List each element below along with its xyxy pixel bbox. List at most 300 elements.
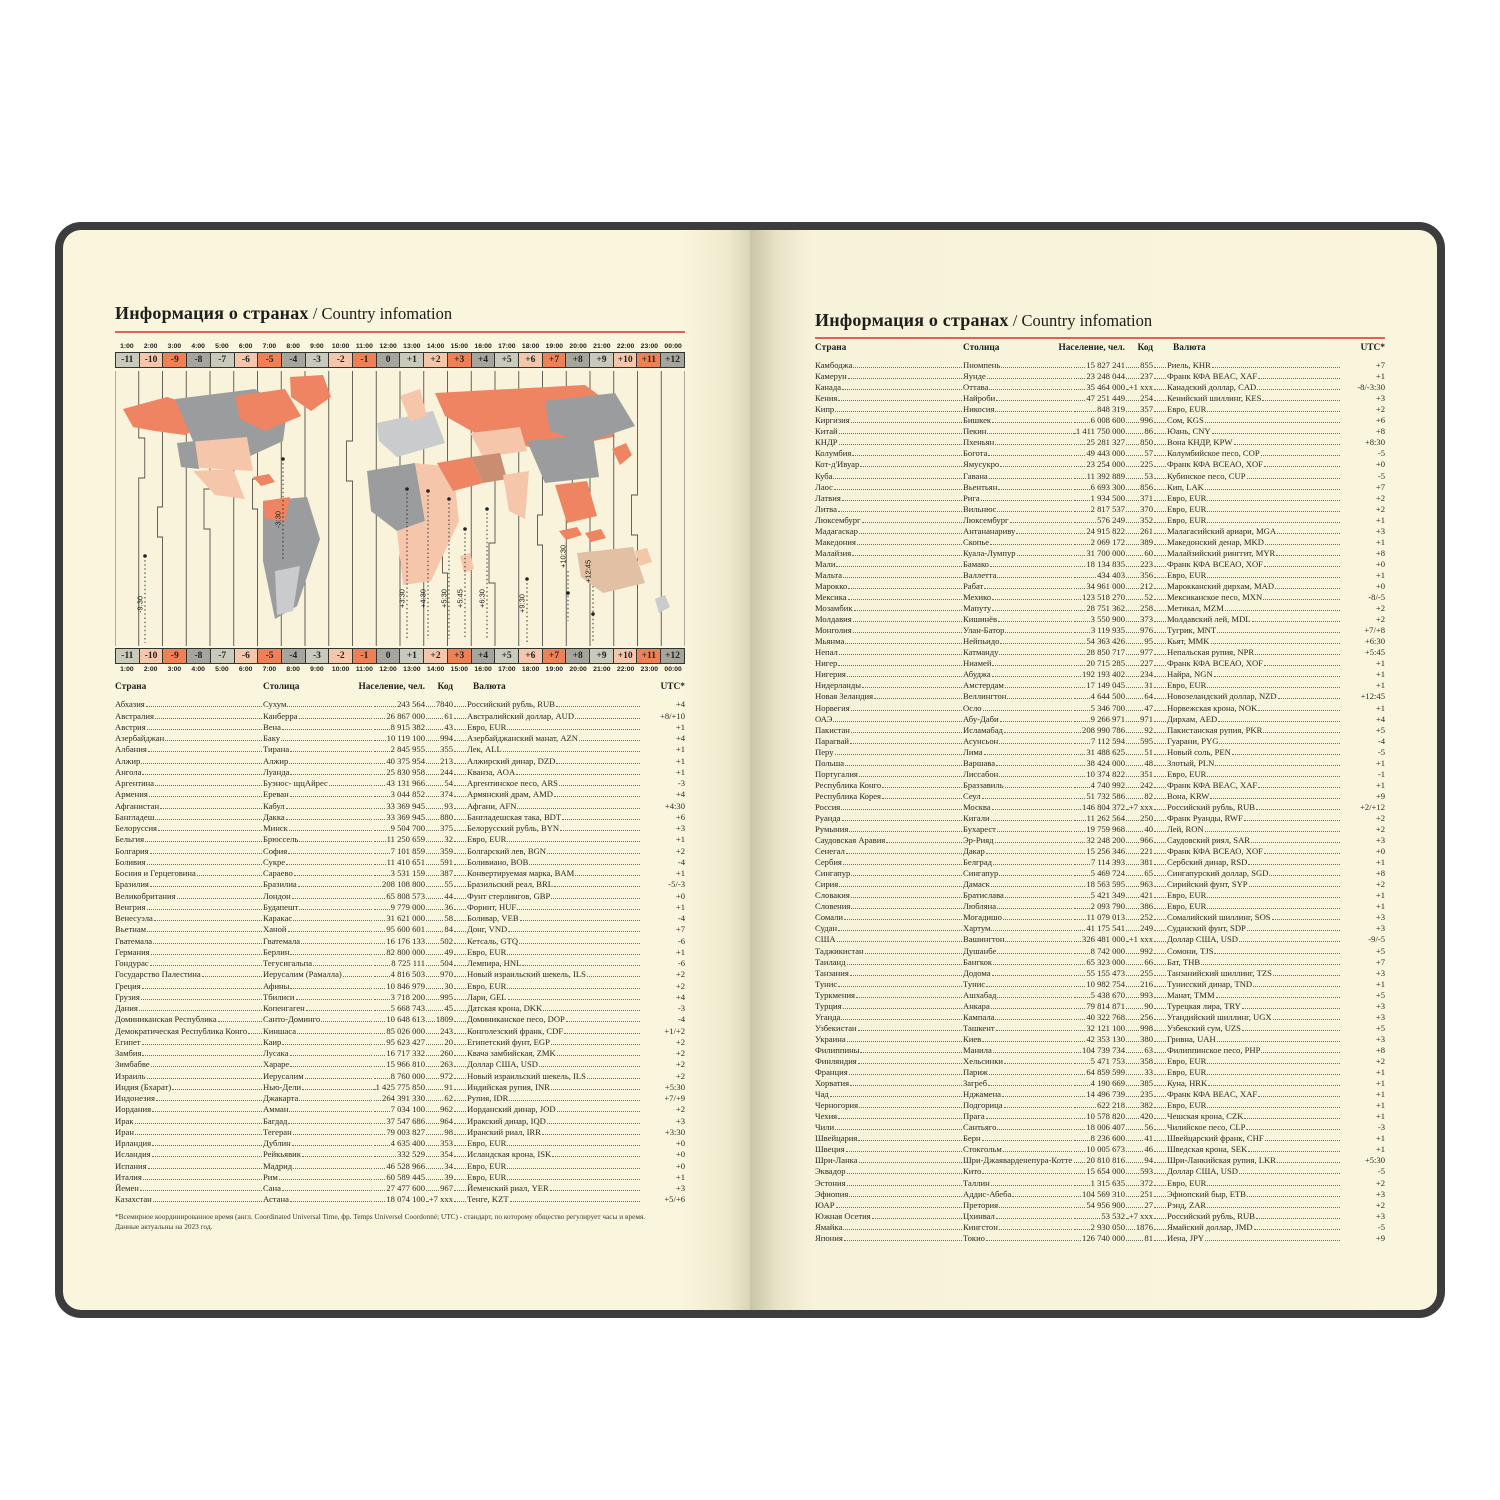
cell-currency	[1153, 979, 1341, 989]
timezone-hour-label: 18:00	[521, 666, 540, 673]
dot-leader	[997, 831, 1072, 832]
cell-currency	[1153, 725, 1341, 735]
cell-population	[1073, 625, 1125, 635]
cell-capital	[963, 1100, 1073, 1110]
phone-code: 382	[1140, 1100, 1153, 1111]
dot-leader	[999, 1207, 1072, 1208]
table-row	[815, 1110, 1385, 1121]
capital-name: Ямусукро	[963, 459, 1000, 470]
table-row	[815, 492, 1385, 503]
dot-leader	[1207, 897, 1340, 898]
population-value: 33 369 945	[386, 800, 425, 811]
population-value: 9 504 700	[390, 823, 425, 833]
dot-leader	[1126, 1118, 1139, 1119]
utc-offset: +6:30	[1364, 636, 1385, 647]
cell-currency	[1153, 691, 1341, 701]
cell-country	[815, 1144, 963, 1154]
table-row	[115, 1103, 685, 1114]
cell-population	[373, 1082, 425, 1092]
population-value: 10 005 673	[1086, 1144, 1125, 1155]
cell-code	[425, 1127, 453, 1137]
utc-offset: +3	[1375, 1000, 1385, 1011]
capital-name: Лима	[963, 746, 983, 757]
dot-leader	[858, 1063, 962, 1064]
cell-population	[1073, 1045, 1125, 1055]
cell-population	[373, 868, 425, 878]
cell-capital	[963, 747, 1073, 757]
cell-population	[1073, 371, 1125, 381]
cell-country	[815, 912, 963, 922]
dot-leader	[848, 588, 962, 589]
capital-name: Бишкек	[963, 415, 992, 426]
cell-capital	[263, 1037, 373, 1047]
utc-offset: +9	[1375, 1232, 1385, 1243]
capital-name: Мапуту	[963, 603, 992, 614]
dot-leader	[991, 820, 1072, 821]
dot-leader	[151, 954, 262, 955]
dot-leader	[1126, 1207, 1143, 1208]
cell-population	[1073, 393, 1125, 403]
phone-code: 57	[1144, 448, 1153, 459]
cell-country	[815, 581, 963, 591]
dot-leader	[1154, 466, 1166, 467]
dot-leader	[1276, 555, 1340, 556]
cell-population	[1073, 791, 1125, 801]
cell-country	[115, 1037, 263, 1047]
dot-leader	[1126, 975, 1139, 976]
currency-name: Белорусский рубль, BYN	[467, 823, 560, 833]
cell-currency	[453, 1026, 641, 1036]
dot-leader	[554, 886, 640, 887]
dot-leader	[293, 1134, 372, 1135]
dot-leader	[838, 986, 962, 987]
cell-country	[815, 1012, 963, 1022]
dot-leader	[989, 389, 1072, 390]
cell-currency	[1153, 393, 1341, 403]
country-name: Непал	[815, 647, 838, 658]
cell-capital	[963, 592, 1073, 602]
cell-code	[425, 789, 453, 799]
population-value: 60 589 445	[386, 1171, 425, 1182]
cell-capital	[263, 1161, 373, 1171]
callout-label: +12:45	[583, 559, 593, 583]
phone-code: 63	[1144, 1044, 1153, 1055]
country-name: Китай	[815, 426, 838, 437]
table-row	[815, 613, 1385, 624]
dot-leader	[507, 1145, 640, 1146]
cell-country	[815, 802, 963, 812]
dot-leader	[1005, 632, 1072, 633]
capital-name: Иерусалим (Рамалла)	[263, 969, 342, 980]
table-row	[115, 889, 685, 900]
dot-leader	[1256, 1218, 1340, 1219]
capital-name: Бухарест	[963, 824, 996, 835]
dot-leader	[374, 830, 390, 831]
capital-name: Дублин	[263, 1138, 291, 1148]
utc-offset: +3	[1375, 835, 1385, 846]
dot-leader	[142, 1055, 262, 1056]
cell-code	[425, 1138, 453, 1148]
dot-leader	[997, 511, 1072, 512]
dot-leader	[847, 964, 962, 965]
table-row	[815, 469, 1385, 480]
timezone-offset-cell: -3	[306, 352, 330, 368]
capital-name: Подгорица	[963, 1100, 1003, 1111]
dot-leader	[1154, 389, 1166, 390]
currency-name: Евро, EUR	[467, 1138, 507, 1148]
dot-leader	[874, 698, 962, 699]
cell-code	[1125, 1100, 1153, 1110]
cell-population	[1073, 426, 1125, 436]
table-row	[815, 911, 1385, 922]
capital-name: Минск	[263, 823, 288, 833]
cell-country	[815, 482, 963, 492]
cell-country	[815, 471, 963, 481]
dot-leader	[848, 599, 962, 600]
cell-capital	[263, 1127, 373, 1137]
dot-leader	[306, 1010, 372, 1011]
utc-offset: +3	[675, 1115, 685, 1126]
dot-leader	[426, 976, 439, 977]
cell-currency	[453, 1194, 641, 1204]
timezone-hour-label: 6:00	[238, 343, 253, 350]
utc-offset: -4	[677, 913, 685, 923]
dot-leader	[987, 378, 1072, 379]
table-row	[115, 766, 685, 777]
cell-population	[373, 1172, 425, 1182]
cell-population	[1073, 680, 1125, 690]
cell-code	[1125, 515, 1153, 525]
dot-leader	[1016, 533, 1072, 534]
cell-population	[373, 1161, 425, 1171]
capital-name: Астана	[263, 1194, 289, 1205]
dot-leader	[374, 931, 385, 932]
cell-code	[425, 1014, 453, 1024]
dot-leader	[1126, 455, 1143, 456]
dot-leader	[984, 588, 1072, 589]
currency-name: Боливиано, BOB	[467, 856, 529, 867]
cell-code	[1125, 1233, 1153, 1243]
table-row	[115, 833, 685, 844]
country-name: КНДР	[815, 437, 838, 448]
dot-leader	[851, 908, 962, 909]
cell-code	[1125, 703, 1153, 713]
population-value: 8 725 111	[391, 958, 425, 968]
cell-currency	[1153, 559, 1341, 569]
page-title-en: Country infomation	[321, 304, 453, 323]
utc-offset: +5/+6	[664, 1194, 685, 1205]
cell-population	[1073, 636, 1125, 646]
cell-code	[425, 801, 453, 811]
dot-leader	[838, 930, 962, 931]
dot-leader	[1126, 1107, 1139, 1108]
cell-population	[373, 756, 425, 766]
cell-population	[1073, 382, 1125, 392]
cell-country	[815, 548, 963, 558]
dot-leader	[454, 965, 466, 966]
dot-leader	[139, 1010, 262, 1011]
capital-name: Канберра	[263, 710, 298, 721]
table-row	[115, 777, 685, 788]
dot-leader	[202, 976, 262, 977]
dot-leader	[1207, 1107, 1340, 1108]
dot-leader	[1126, 964, 1143, 965]
dot-leader	[839, 444, 962, 445]
population-value: 5 471 753	[1090, 1056, 1125, 1066]
capital-name: Кигали	[963, 812, 990, 823]
cell-population	[373, 1116, 425, 1126]
dot-leader	[853, 621, 962, 622]
dot-leader	[1207, 908, 1340, 909]
country-name: Словакия	[815, 890, 850, 901]
cell-capital	[263, 879, 373, 889]
dot-leader	[152, 1111, 262, 1112]
phone-code: 255	[1140, 967, 1153, 978]
dot-leader	[374, 943, 385, 944]
dot-leader	[556, 763, 640, 764]
population-value: 28 850 717	[1086, 647, 1125, 658]
cell-population	[373, 1104, 425, 1114]
country-name: Лаос	[815, 481, 833, 492]
country-name: Сирия	[815, 879, 839, 890]
utc-offset: +1/+2	[664, 1025, 685, 1036]
dot-leader	[999, 743, 1072, 744]
cell-currency	[1153, 1111, 1341, 1121]
cell-population	[373, 992, 425, 1002]
dot-leader	[454, 1033, 466, 1034]
dot-leader	[1154, 1218, 1166, 1219]
cell-capital	[963, 382, 1073, 392]
dot-leader	[1126, 665, 1139, 666]
cell-country	[815, 691, 963, 701]
phone-code: 227	[1140, 658, 1153, 669]
currency-name: Боливар, VEB	[467, 913, 519, 923]
dot-leader	[454, 1021, 466, 1022]
table-row	[115, 1092, 685, 1103]
dot-leader	[1154, 1041, 1166, 1042]
dot-leader	[1074, 776, 1085, 777]
dot-leader	[551, 898, 640, 899]
utc-offset: +0	[1375, 580, 1385, 591]
cell-currency	[1153, 901, 1341, 911]
population-value: 2 069 172	[1090, 536, 1125, 547]
dot-leader	[556, 706, 640, 707]
phone-code: 971	[1140, 713, 1153, 724]
dot-leader	[1154, 842, 1166, 843]
cell-country	[115, 981, 263, 991]
utc-offset: +0	[675, 1160, 685, 1171]
dot-leader	[1017, 555, 1072, 556]
cell-population	[1073, 404, 1125, 414]
cell-country	[115, 756, 263, 766]
country-name: Иран	[115, 1126, 134, 1137]
cell-currency	[1153, 1067, 1341, 1077]
timezone-offset-cell: -5	[258, 648, 282, 664]
dot-leader	[1217, 632, 1340, 633]
utc-offset: +1	[1375, 680, 1385, 691]
population-value: 54 363 426	[1086, 636, 1125, 647]
currency-name: Франк КФА ВСЕАО, XOF	[1167, 459, 1263, 470]
dot-leader	[148, 1168, 262, 1169]
phone-code: 250	[1140, 812, 1153, 823]
dot-leader	[997, 953, 1072, 954]
dot-leader	[999, 654, 1072, 655]
cell-country	[815, 459, 963, 469]
dot-leader	[1074, 544, 1090, 545]
capital-name: Сантьяго	[963, 1122, 997, 1133]
currency-name: Пакистанская рупия, PKR	[1167, 724, 1263, 735]
currency-name: Афгани, AFN	[467, 800, 517, 811]
dot-leader	[845, 643, 962, 644]
currency-name: Гуарани, PYG	[1167, 735, 1219, 746]
currency-name: Франк КФА BEAC, XAF	[1167, 371, 1258, 382]
currency-name: Алжирский динар, DZD	[467, 755, 556, 766]
dot-leader	[299, 1100, 372, 1101]
dot-leader	[1074, 743, 1090, 744]
cell-capital	[263, 1172, 373, 1182]
cell-country	[115, 1183, 263, 1193]
dot-leader	[293, 1168, 372, 1169]
cell-code	[425, 857, 453, 867]
phone-code: 502	[440, 935, 453, 946]
country-name: Камбоджа	[815, 360, 853, 371]
cell-code	[425, 1183, 453, 1193]
cell-code	[1125, 1045, 1153, 1055]
country-name: Филиппины	[815, 1044, 860, 1055]
dot-leader	[1126, 831, 1143, 832]
dot-leader	[1074, 754, 1085, 755]
utc-offset: -4	[677, 1014, 685, 1025]
cell-currency	[1153, 625, 1341, 635]
dot-leader	[454, 976, 466, 977]
callout-label: -9:30	[135, 595, 145, 613]
dot-leader	[1004, 732, 1072, 733]
utc-offset: +1	[1375, 890, 1385, 901]
utc-offset: +2	[1375, 1177, 1385, 1188]
capital-name: Лондон	[263, 890, 291, 901]
country-name: Вьетнам	[115, 924, 147, 935]
dot-leader	[1074, 875, 1090, 876]
capital-name: Братислава	[963, 890, 1004, 901]
dot-leader	[294, 875, 372, 876]
cell-country	[815, 1023, 963, 1033]
table-row	[115, 732, 685, 743]
currency-name: Танзанийский шиллинг, TZS	[1167, 967, 1272, 978]
country-name: Босния и Герцеговина	[115, 868, 196, 878]
cell-code	[1125, 802, 1153, 812]
dot-leader	[865, 953, 962, 954]
population-value: 123 518 270	[1082, 592, 1125, 603]
cell-code	[1125, 868, 1153, 878]
dot-leader	[1005, 687, 1072, 688]
dot-leader	[1154, 676, 1166, 677]
dot-leader	[839, 433, 962, 434]
phone-code: 254	[1140, 393, 1153, 404]
cell-country	[815, 393, 963, 403]
capital-name: Пхеньян	[963, 437, 995, 448]
cell-population	[373, 1037, 425, 1047]
cell-currency	[1153, 1144, 1341, 1154]
country-name: Сингапур	[815, 868, 851, 879]
phone-code: 235	[1140, 1089, 1153, 1100]
cell-currency	[1153, 747, 1341, 757]
dot-leader	[993, 1052, 1072, 1053]
dot-leader	[986, 986, 1072, 987]
table-row	[815, 403, 1385, 414]
population-value: 10 374 822	[1086, 768, 1125, 779]
population-value: 104 569 310	[1082, 1188, 1125, 1199]
phone-code: 252	[1140, 912, 1153, 923]
capital-name: Санто-Доминго	[263, 1014, 321, 1025]
currency-name: Злотый, PLN	[1167, 757, 1215, 768]
cell-population	[1073, 493, 1125, 503]
population-value: 6 693 300	[1090, 481, 1125, 492]
cell-country	[815, 725, 963, 735]
timezone-hour-label: 1:00	[120, 343, 134, 350]
timezone-offset-cell: 0	[377, 648, 401, 664]
cell-currency	[453, 823, 641, 833]
population-value: 31 700 000	[1086, 547, 1125, 558]
population-value: 332 529	[397, 1149, 425, 1160]
cell-population	[373, 857, 425, 867]
dot-leader	[1258, 710, 1340, 711]
callout-label: +3:30	[397, 589, 407, 608]
cell-currency	[453, 1037, 641, 1047]
currency-name: Юань, CNY	[1167, 426, 1211, 437]
cell-currency	[453, 756, 641, 766]
dot-leader	[551, 1089, 640, 1090]
dot-leader	[290, 954, 372, 955]
cell-code	[425, 1003, 453, 1013]
phone-code: 993	[1140, 989, 1153, 1000]
population-value: 1 315 635	[1090, 1177, 1125, 1188]
cell-currency	[1153, 912, 1341, 922]
cell-code	[425, 1082, 453, 1092]
currency-name: Болгарский лев, BGN	[467, 845, 546, 856]
dot-leader	[1126, 621, 1139, 622]
cell-currency	[453, 778, 641, 788]
country-name: Пакистан	[815, 724, 850, 735]
dot-leader	[509, 1100, 640, 1101]
currency-name: Исландская крона, ISK	[467, 1149, 552, 1160]
population-value: 208 108 800	[382, 879, 425, 890]
dot-leader	[1126, 422, 1139, 423]
timezone-hour-label: 20:00	[569, 343, 587, 350]
table-row	[815, 1088, 1385, 1099]
table-row	[815, 690, 1385, 701]
dot-leader	[1074, 687, 1085, 688]
population-value: 11 410 651	[386, 856, 425, 867]
currency-name: Лемпира, HNL	[467, 958, 522, 968]
cell-population	[1073, 1034, 1125, 1044]
country-name: Южная Осетия	[815, 1210, 871, 1221]
population-value: 25 281 327	[1086, 437, 1125, 448]
cell-code	[1125, 758, 1153, 768]
dot-leader	[1244, 1118, 1340, 1119]
cell-code	[425, 846, 453, 856]
cell-population	[1073, 934, 1125, 944]
phone-code: 595	[1140, 735, 1153, 746]
utc-offset: +7	[1375, 481, 1385, 492]
population-value: 146 804 372	[1082, 801, 1125, 812]
dot-leader	[1154, 500, 1166, 501]
cell-population	[1073, 868, 1125, 878]
capital-name: Яунде	[963, 371, 986, 382]
country-name: Киргизия	[815, 415, 850, 426]
utc-offset: +4:30	[664, 800, 685, 811]
cell-country	[115, 868, 263, 878]
dot-leader	[1074, 555, 1085, 556]
